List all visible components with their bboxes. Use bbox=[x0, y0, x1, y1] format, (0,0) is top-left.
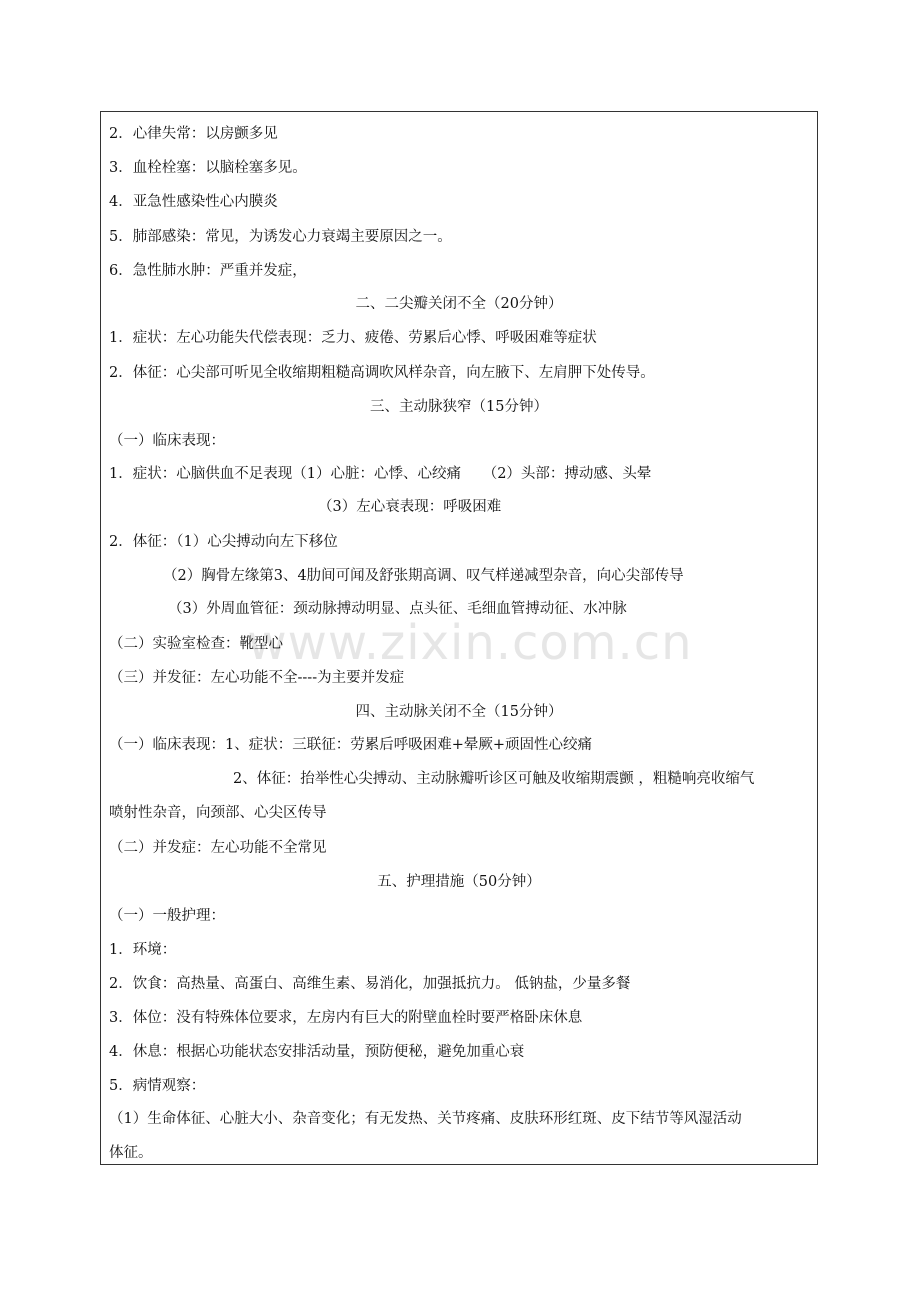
line-13: 2．体征：（1）心尖搏动向左下移位 bbox=[109, 534, 338, 550]
line-7: 1．症状：左心功能失代偿表现：乏力、疲倦、劳累后心悸、呼吸困难等症状 bbox=[109, 330, 597, 346]
line-2: 3．血栓栓塞：以脑栓塞多见。 bbox=[109, 160, 307, 176]
line-11: 1．症状：心脑供血不足表现（1）心脏：心悸、心绞痛 （2）头部：搏动感、头晕 bbox=[109, 466, 652, 482]
line-29: 5．病情观察： bbox=[109, 1078, 206, 1094]
line-17: （三）并发征：左心功能不全----为主要并发症 bbox=[109, 670, 405, 686]
line-20: 2、体征：抬举性心尖搏动、主动脉瓣听诊区可触及收缩期震颤 ，粗糙响亮收缩气 bbox=[233, 771, 755, 787]
line-24: （一）一般护理： bbox=[109, 908, 225, 924]
line-28: 4．休息：根据心功能状态安排活动量，预防便秘，避免加重心衰 bbox=[109, 1044, 525, 1060]
section-heading-4: 四、主动脉关闭不全（15分钟） bbox=[355, 704, 563, 720]
line-31: 体征。 bbox=[109, 1145, 153, 1161]
line-1: 2．心律失常：以房颤多见 bbox=[109, 126, 278, 142]
line-3: 4．亚急性感染性心内膜炎 bbox=[109, 194, 278, 210]
watermark: www.zixin.com.cn bbox=[247, 615, 693, 671]
section-heading-5: 五、护理措施（50分钟） bbox=[377, 874, 541, 890]
line-22: （二）并发症：左心功能不全常见 bbox=[109, 840, 327, 856]
line-5: 6．急性肺水肿：严重并发症， bbox=[109, 263, 307, 279]
line-4: 5．肺部感染：常见，为诱发心力衰竭主要原因之一。 bbox=[109, 229, 452, 245]
line-25: 1．环境： bbox=[109, 942, 177, 958]
line-21: 喷射性杂音，向颈部、心尖区传导 bbox=[109, 805, 327, 821]
line-19: （一）临床表现：1、症状：三联征：劳累后呼吸困难+晕厥+顽固性心绞痛 bbox=[109, 737, 593, 753]
line-10: （一）临床表现： bbox=[109, 433, 225, 449]
line-15: （3）外周血管征：颈动脉搏动明显、点头征、毛细血管搏动征、水冲脉 bbox=[168, 601, 627, 617]
line-30: （1）生命体征、心脏大小、杂音变化；有无发热、关节疼痛、皮肤环形红斑、皮下结节等风湿活动 bbox=[109, 1111, 742, 1127]
line-14: （2）胸骨左缘第3、4肋间可闻及舒张期高调、叹气样递减型杂音，向心尖部传导 bbox=[163, 568, 684, 584]
line-26: 2．饮食：高热量、高蛋白、高维生素、易消化，加强抵抗力。 低钠盐，少量多餐 bbox=[109, 976, 631, 992]
section-heading-3: 三、主动脉狭窄（15分钟） bbox=[370, 399, 548, 415]
line-16: （二）实验室检查：靴型心 bbox=[109, 636, 283, 652]
section-heading-2: 二、二尖瓣关闭不全（20分钟） bbox=[355, 296, 563, 312]
line-8: 2．体征：心尖部可听见全收缩期粗糙高调吹风样杂音，向左腋下、左肩胛下处传导。 bbox=[109, 365, 655, 381]
line-12: （3）左心衰表现：呼吸困难 bbox=[318, 499, 502, 515]
line-27: 3．体位：没有特殊体位要求，左房内有巨大的附壁血栓时要严格卧床休息 bbox=[109, 1010, 583, 1026]
